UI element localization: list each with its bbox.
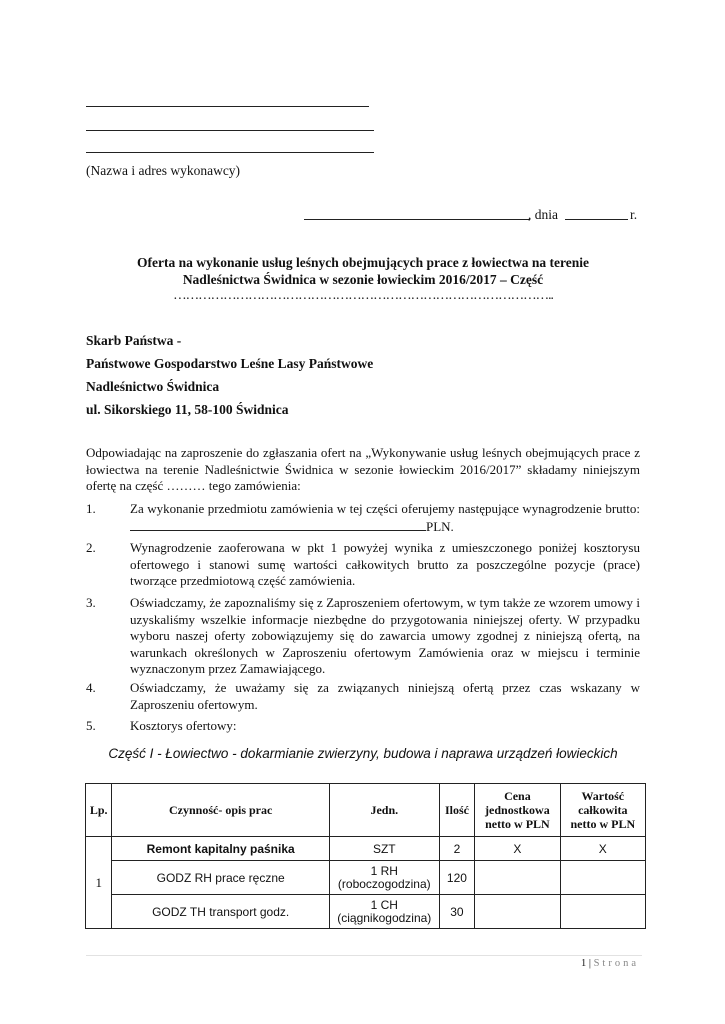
contractor-label: (Nazwa i adres wykonawcy) bbox=[86, 163, 241, 178]
header-unit-price bbox=[475, 784, 560, 837]
item-1-text-b: PLN. bbox=[426, 518, 454, 534]
item-3-number: 3. bbox=[86, 595, 96, 610]
footer-page-word: Strona bbox=[593, 958, 639, 969]
header-total-value-l1: Wartość bbox=[581, 789, 625, 803]
header-total-value-l3: netto w PLN bbox=[570, 817, 636, 831]
item-4-text: Oświadczamy, że uważamy się za związanych niniejszą ofertą przez czas wskazany w Zaproszeniu ofertowym. bbox=[130, 680, 640, 712]
header-qty: Ilość bbox=[439, 784, 475, 837]
row-3-value-input[interactable] bbox=[560, 895, 645, 929]
row-2-activity: GODZ RH prace ręczne bbox=[112, 861, 329, 895]
header-total-value-l2: całkowita bbox=[578, 803, 628, 817]
footer-separator: | bbox=[588, 958, 591, 969]
lp-cell: 1 bbox=[86, 837, 112, 929]
header-lp: Lp. bbox=[86, 784, 112, 837]
year-suffix: r. bbox=[630, 207, 638, 222]
place-line[interactable] bbox=[304, 219, 530, 220]
recipient-line-2: Państwowe Gospodarstwo Leśne Lasy Państwowe bbox=[86, 356, 374, 371]
item-1-text-a: Za wykonanie przedmiotu zamówienia w tej części oferujemy następujące wynagrodzenie brutto: bbox=[130, 501, 640, 516]
row-1-activity: Remont kapitalny paśnika bbox=[112, 837, 329, 861]
item-4-number: 4. bbox=[86, 680, 96, 695]
item-5-number: 5. bbox=[86, 718, 96, 733]
item-5-text: Kosztorys ofertowy: bbox=[130, 718, 237, 733]
table-header-row bbox=[86, 784, 646, 837]
header-unit: Jedn. bbox=[329, 784, 439, 837]
header-unit-price-l2: jednostkowa bbox=[485, 803, 550, 817]
row-2-unit-l1: 1 RH bbox=[370, 863, 398, 878]
item-3-text: Oświadczamy, że zapoznaliśmy się z Zaproszeniem ofertowym, w tym także ze wzorem umowy i uzyskaliśmy wszelkie informacje niezbędne do przygotowania niniejszej oferty. W przypadku wyboru naszej oferty zobowiązujemy się do zawarcia umowy zgodnej z niniejszą ofertą, na warunkach określonych w Zaproszeniu ofertowym Zamówienia oraz w miejscu i terminie wyznaczonym przez Zamawiającego. bbox=[130, 595, 640, 676]
contractor-line-1[interactable] bbox=[86, 106, 369, 107]
item-1-text bbox=[130, 501, 640, 535]
intro-paragraph: Odpowiadając na zaproszenie do zgłaszania ofert na „Wykonywanie usług leśnych obejmujących prace z łowiectwa na terenie Nadleśnictwie Świdnica w sezonie łowieckim 2016/2017” składamy niniejszym ofertę na część ……… tego zamówienia: bbox=[86, 445, 640, 493]
header-total-value bbox=[560, 784, 645, 837]
row-3-unit-l2: (ciągnikogodzina) bbox=[337, 910, 432, 925]
row-1-value: X bbox=[560, 837, 645, 861]
footer-divider bbox=[86, 955, 642, 956]
item-2-number: 2. bbox=[86, 540, 96, 555]
recipient-line-4: ul. Sikorskiego 11, 58-100 Świdnica bbox=[86, 402, 289, 417]
page-number: 1 bbox=[580, 958, 587, 969]
row-1-qty: 2 bbox=[439, 837, 475, 861]
row-3-price-input[interactable] bbox=[475, 895, 560, 929]
section-heading: Część I - Łowiectwo - dokarmianie zwierzyny, budowa i naprawa urządzeń łowieckich bbox=[108, 746, 618, 761]
row-3-unit bbox=[329, 895, 439, 929]
row-3-activity: GODZ TH transport godz. bbox=[112, 895, 329, 929]
cost-estimate-table bbox=[85, 783, 646, 929]
row-2-unit-l2: (roboczogodzina) bbox=[337, 876, 431, 891]
row-2-price-input[interactable] bbox=[475, 861, 560, 895]
row-2-unit bbox=[329, 861, 439, 895]
contractor-line-3[interactable] bbox=[86, 152, 374, 153]
item-1-number: 1. bbox=[86, 501, 96, 516]
header-unit-price-l1: Cena bbox=[504, 789, 531, 803]
table-row bbox=[86, 837, 646, 861]
offer-title-part-blank[interactable]: ……………………………………………………………………………….. bbox=[173, 287, 553, 302]
offer-title-line-1: Oferta na wykonanie usług leśnych obejmujących prace z łowiectwa na terenie bbox=[137, 255, 589, 270]
row-2-qty: 120 bbox=[439, 861, 475, 895]
row-2-value-input[interactable] bbox=[560, 861, 645, 895]
header-unit-price-l3: netto w PLN bbox=[485, 817, 550, 831]
item-2-text: Wynagrodzenie zaoferowana w pkt 1 powyżej wynika z umieszczonego poniżej kosztorysu ofertowego i stanowi sumę wartości całkowitych brutto za poszczególne pozycje (prace) tworzące przedmiotową część zamówienia. bbox=[130, 540, 640, 588]
gross-amount-field[interactable] bbox=[130, 518, 426, 531]
offer-title-line-2: Nadleśnictwa Świdnica w sezonie łowieckim 2016/2017 – Część bbox=[182, 272, 544, 287]
recipient-line-3: Nadleśnictwo Świdnica bbox=[86, 379, 220, 394]
table-row bbox=[86, 895, 646, 929]
recipient-line-1: Skarb Państwa - bbox=[86, 333, 182, 348]
page-footer bbox=[581, 958, 639, 969]
row-1-price: X bbox=[475, 837, 560, 861]
date-line[interactable] bbox=[565, 219, 628, 220]
header-activity: Czynność- opis prac bbox=[112, 784, 329, 837]
date-label: , dnia bbox=[528, 207, 558, 222]
table-row bbox=[86, 861, 646, 895]
row-3-unit-l1: 1 CH bbox=[370, 897, 398, 912]
row-3-qty: 30 bbox=[439, 895, 475, 929]
contractor-line-2[interactable] bbox=[86, 130, 374, 131]
row-1-unit: SZT bbox=[329, 837, 439, 861]
